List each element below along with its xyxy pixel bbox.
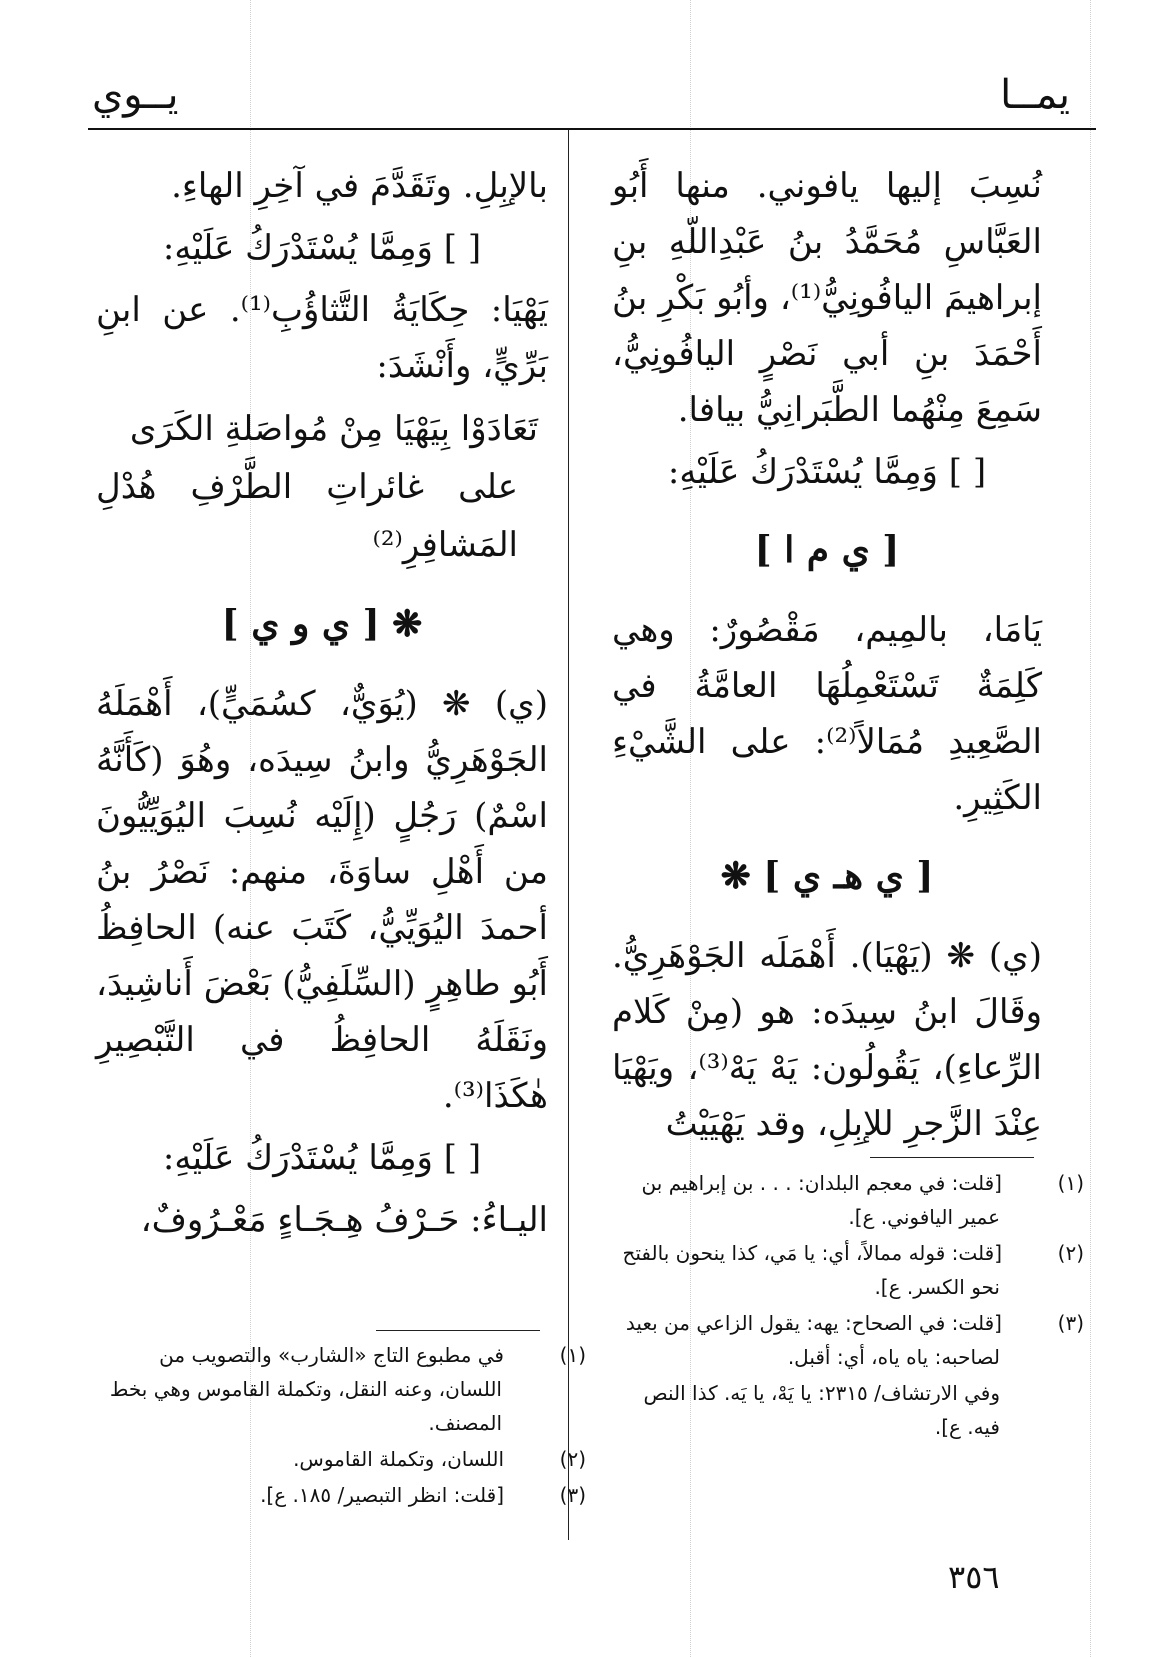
supplement-heading: [ ] وَمِمَّا يُسْتَدْرَكُ عَلَيْهِ: — [162, 1138, 482, 1178]
column-divider — [568, 130, 569, 1540]
paragraph: يَامَا، بالمِيم، مَقْصُورٌ: وهي كَلِمَةٌ تَسْتَعْمِلُهَا العامَّةُ في الصَّعِيدِ مُمَالاً⁽²⁾: على الشَّيْءِ الكَثِيرِ. — [612, 610, 1043, 818]
header-rule — [88, 128, 1096, 130]
footnote-text: [قلت: في معجم البلدان: . . . بن إبراهيم بن عمير اليافوني. ع]. — [641, 1171, 1002, 1229]
paragraph: بالإبِلِ. وتَقَدَّمَ في آخِرِ الهاءِ. — [171, 166, 548, 206]
footnote-number: (٢) — [559, 1447, 586, 1471]
footnote-continuation — [610, 1376, 1042, 1444]
footnote — [96, 1442, 586, 1476]
footnote-text: اللسان، وتكملة القاموس. — [293, 1447, 504, 1471]
footnote-rule — [376, 1330, 540, 1331]
left-column — [96, 158, 548, 1254]
footnote-number: (٣) — [1057, 1311, 1084, 1335]
running-head-left: يــوي — [92, 72, 179, 118]
verse-line-1: تَعَادَوْا بِيَهْيَا مِنْ مُواصَلةِ الكَرَى — [129, 409, 538, 449]
footnote-text: [قلت: انظر التبصير/ ١٨٥. ع]. — [260, 1483, 504, 1507]
footnote-text: [قلت: في الصحاح: يهه: يقول الزاعي من بعيد لصاحبه: ياه ياه، أي: أقبل. — [625, 1311, 1002, 1369]
footnote-text: في مطبوع التاج «الشارب» والتصويب من اللسان، وعنه النقل، وتكملة القاموس وهي بخط المصنف. — [109, 1343, 504, 1435]
footnote-rule — [870, 1157, 1034, 1158]
entry-title: [ ي هـ ي ] ❋ — [720, 855, 934, 897]
paragraph: (ي) ❋ (يَهْيَا). أَهْمَلَه الجَوْهَرِيُّ. وقَالَ ابنُ سِيدَه: هو (مِنْ كَلام الرِّعاءِ)، يَقُولُون: يَهْ يَهْ⁽³⁾، ويَهْيَا عِنْدَ الزَّجرِ للإبِلِ، وقد يَهْيَيْتُ — [612, 936, 1042, 1144]
verse-line-2: على غائراتِ الطَّرْفِ هُدْلِ المَشافِرِ⁽²⁾ — [96, 467, 518, 565]
footnote — [96, 1338, 586, 1440]
footnote-number: (١) — [1057, 1171, 1084, 1195]
entry-title: ❋ [ ي و ي ] — [221, 603, 423, 645]
footnote-text: وفي الارتشاف/ ٢٣١٥: يا يَهْ، يا يَه. كذا النص فيه. ع]. — [643, 1381, 1000, 1439]
page-number: ٣٥٦ — [948, 1558, 1000, 1596]
footnote — [610, 1236, 1084, 1304]
running-head-right: يمــا — [1000, 72, 1070, 118]
supplement-heading: [ ] وَمِمَّا يُسْتَدْرَكُ عَلَيْهِ: — [162, 228, 482, 268]
footnote-number: (٢) — [1057, 1241, 1084, 1265]
paragraph: يَهْيَا: حِكَايَةُ التَّثاؤُبِ⁽¹⁾. عن ابنِ بَرِّيٍّ، وأَنْشَدَ: — [96, 290, 548, 386]
right-column — [612, 158, 1042, 1158]
footnote-number: (٣) — [559, 1483, 586, 1507]
footnote — [96, 1478, 586, 1512]
footnote — [610, 1166, 1084, 1234]
paragraph: (ي) ❋ (يُوَيٌّ، كسُمَيٍّ)، أَهْمَلَهُ الجَوْهَرِيُّ وابنُ سِيدَه، وهُوَ (كَأَنَّهُ اسْمٌ) رَجُلٍ (إِلَيْه نُسِبَ اليُوَيِّيُّونَ من أَهْلِ ساوَةَ، منهم: نَصْرُ بنُ أحمدَ اليُوَيِّيُّ، كَتَبَ عنه) الحافِظُ أَبُو طاهِرٍ (السِّلَفِيُّ) بَعْضَ أَناشِيدَ، ونَقَلَهُ الحافِظُ في التَّبْصِيرِ هٰكَذَا⁽³⁾. — [96, 684, 548, 1116]
paragraph: اليـاءُ: حَـرْفُ هِـجَـاءٍ مَعْـرُوفٌ، — [140, 1200, 548, 1240]
footnotes-right — [610, 1166, 1084, 1446]
entry-title: [ ي م ا ] — [754, 529, 900, 571]
paragraph: نُسِبَ إليها يافوني. منها أَبُو العَبَّاسِ مُحَمَّدُ بنُ عَبْدِاللّهِ بنِ إبراهيمَ اليافُونِيُّ⁽¹⁾، وأبُو بَكْرِ بنُ أَحْمَدَ بنِ أبي نَصْرٍ اليافُونِيُّ، سَمِعَ مِنْهُما الطَّبَرانِيُّ بيافا. — [612, 166, 1043, 430]
supplement-heading: [ ] وَمِمَّا يُسْتَدْرَكُ عَلَيْهِ: — [667, 452, 987, 492]
footnote-number: (١) — [559, 1343, 586, 1367]
scan-artifact-line — [1090, 0, 1091, 1657]
footnotes-left — [96, 1338, 586, 1514]
footnote — [610, 1306, 1084, 1374]
footnote-text: [قلت: قوله ممالاً، أي: يا مَي، كذا ينحون بالفتح نحو الكسر. ع]. — [622, 1241, 1002, 1299]
